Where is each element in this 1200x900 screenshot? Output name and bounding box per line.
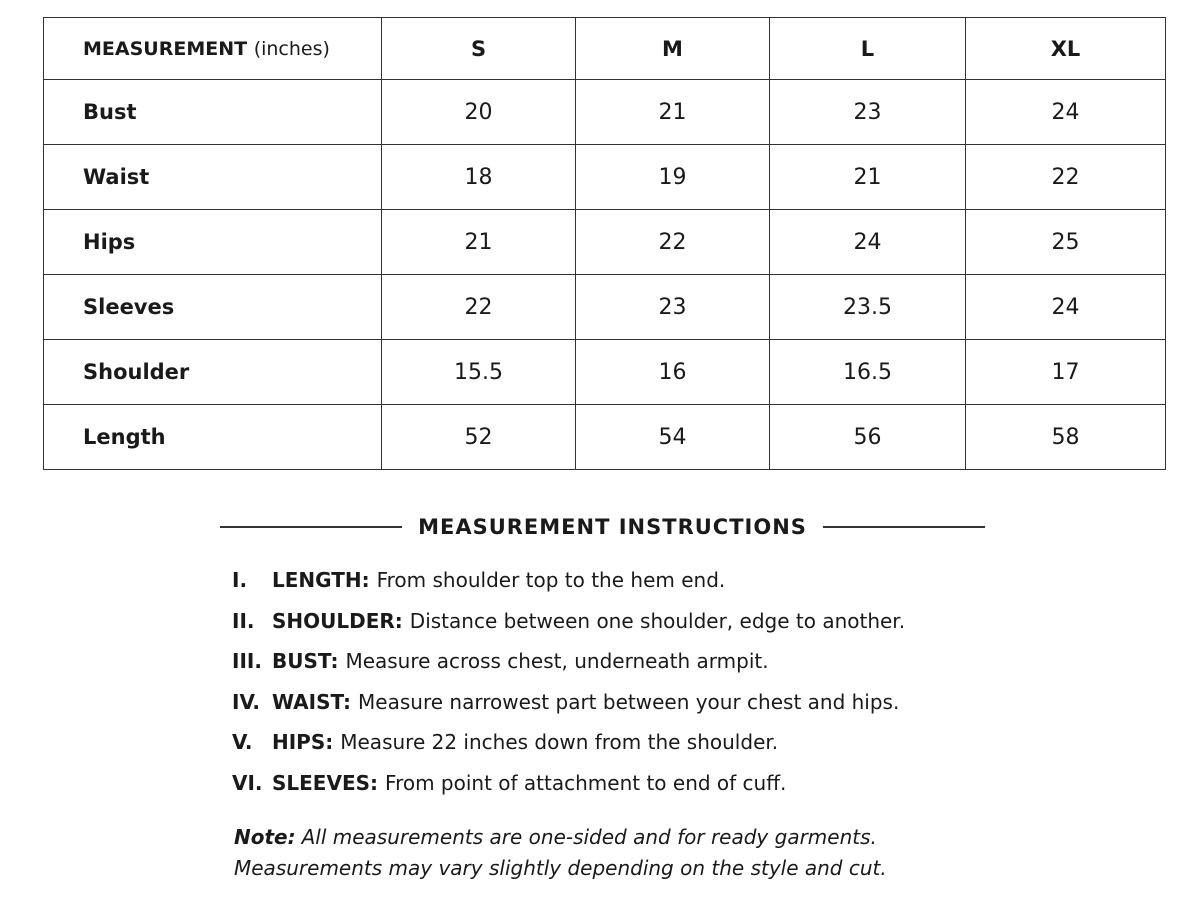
table-cell: 19: [576, 145, 770, 210]
row-label: Waist: [44, 145, 382, 210]
size-header-m: M: [576, 18, 770, 80]
table-cell: 23.5: [770, 275, 966, 340]
table-cell: 18: [382, 145, 576, 210]
note-line-1: [234, 822, 887, 853]
instruction-number: V.: [232, 730, 253, 755]
table-cell: 23: [576, 275, 770, 340]
instruction-key: SHOULDER:: [272, 608, 403, 633]
instruction-item: [232, 763, 905, 804]
table-cell: 22: [966, 145, 1166, 210]
row-label: Sleeves: [44, 275, 382, 340]
row-label: Hips: [44, 210, 382, 275]
row-label: Bust: [44, 80, 382, 145]
table-cell: 24: [966, 80, 1166, 145]
table-cell: 15.5: [382, 340, 576, 405]
instruction-item: [232, 722, 905, 763]
table-cell: 24: [966, 275, 1166, 340]
instruction-key: BUST:: [272, 649, 339, 674]
note-line-2: Measurements may vary slightly depending on the style and cut.: [234, 856, 887, 880]
instructions-list: [232, 560, 905, 803]
instruction-number: III.: [232, 649, 262, 674]
instruction-item: [232, 601, 905, 642]
instruction-number: VI.: [232, 770, 263, 795]
table-row: [44, 210, 1166, 275]
table-cell: 16: [576, 340, 770, 405]
table-cell: 54: [576, 405, 770, 470]
table-cell: 25: [966, 210, 1166, 275]
table-cell: 22: [576, 210, 770, 275]
size-chart-table: [43, 17, 1166, 470]
note-text-1: All measurements are one-sided and for ready garments.: [301, 825, 877, 849]
row-label: Length: [44, 405, 382, 470]
header-measurement-label: [44, 18, 382, 80]
instructions-title: MEASUREMENT INSTRUCTIONS: [418, 515, 807, 539]
instruction-item: [232, 682, 905, 723]
instruction-text: Measure across chest, underneath armpit.: [345, 649, 769, 674]
instruction-text: Distance between one shoulder, edge to another.: [409, 608, 906, 633]
instruction-text: From shoulder top to the hem end.: [376, 568, 726, 593]
instruction-text: Measure narrowest part between your chest and hips.: [358, 689, 900, 714]
table-cell: 56: [770, 405, 966, 470]
table-cell: 21: [576, 80, 770, 145]
unit-label: (inches): [253, 37, 330, 60]
table-cell: 20: [382, 80, 576, 145]
measurement-heading: MEASUREMENT: [83, 37, 248, 60]
row-label: Shoulder: [44, 340, 382, 405]
divider-right: [823, 526, 985, 528]
instruction-number: I.: [232, 568, 248, 593]
instruction-text: From point of attachment to end of cuff.: [385, 770, 787, 795]
table-cell: 52: [382, 405, 576, 470]
instruction-number: IV.: [232, 689, 260, 714]
table-row: [44, 405, 1166, 470]
table-row: [44, 275, 1166, 340]
instruction-text: Measure 22 inches down from the shoulder.: [340, 730, 779, 755]
divider-left: [220, 526, 402, 528]
size-header-s: S: [382, 18, 576, 80]
table-header-row: [44, 18, 1166, 80]
table-cell: 16.5: [770, 340, 966, 405]
note-block: [234, 822, 887, 884]
instruction-key: SLEEVES:: [272, 770, 379, 795]
instruction-item: [232, 641, 905, 682]
table-cell: 24: [770, 210, 966, 275]
instructions-header: [220, 510, 985, 544]
table-row: [44, 145, 1166, 210]
instruction-number: II.: [232, 608, 255, 633]
table-row: [44, 80, 1166, 145]
instruction-item: [232, 560, 905, 601]
size-header-xl: XL: [966, 18, 1166, 80]
instruction-key: WAIST:: [272, 689, 352, 714]
table-cell: 22: [382, 275, 576, 340]
table-cell: 58: [966, 405, 1166, 470]
note-label: Note:: [234, 825, 296, 849]
table-cell: 21: [770, 145, 966, 210]
instruction-key: LENGTH:: [272, 568, 370, 593]
size-header-l: L: [770, 18, 966, 80]
instruction-key: HIPS:: [272, 730, 334, 755]
table-row: [44, 340, 1166, 405]
table-cell: 23: [770, 80, 966, 145]
table-cell: 17: [966, 340, 1166, 405]
table-cell: 21: [382, 210, 576, 275]
